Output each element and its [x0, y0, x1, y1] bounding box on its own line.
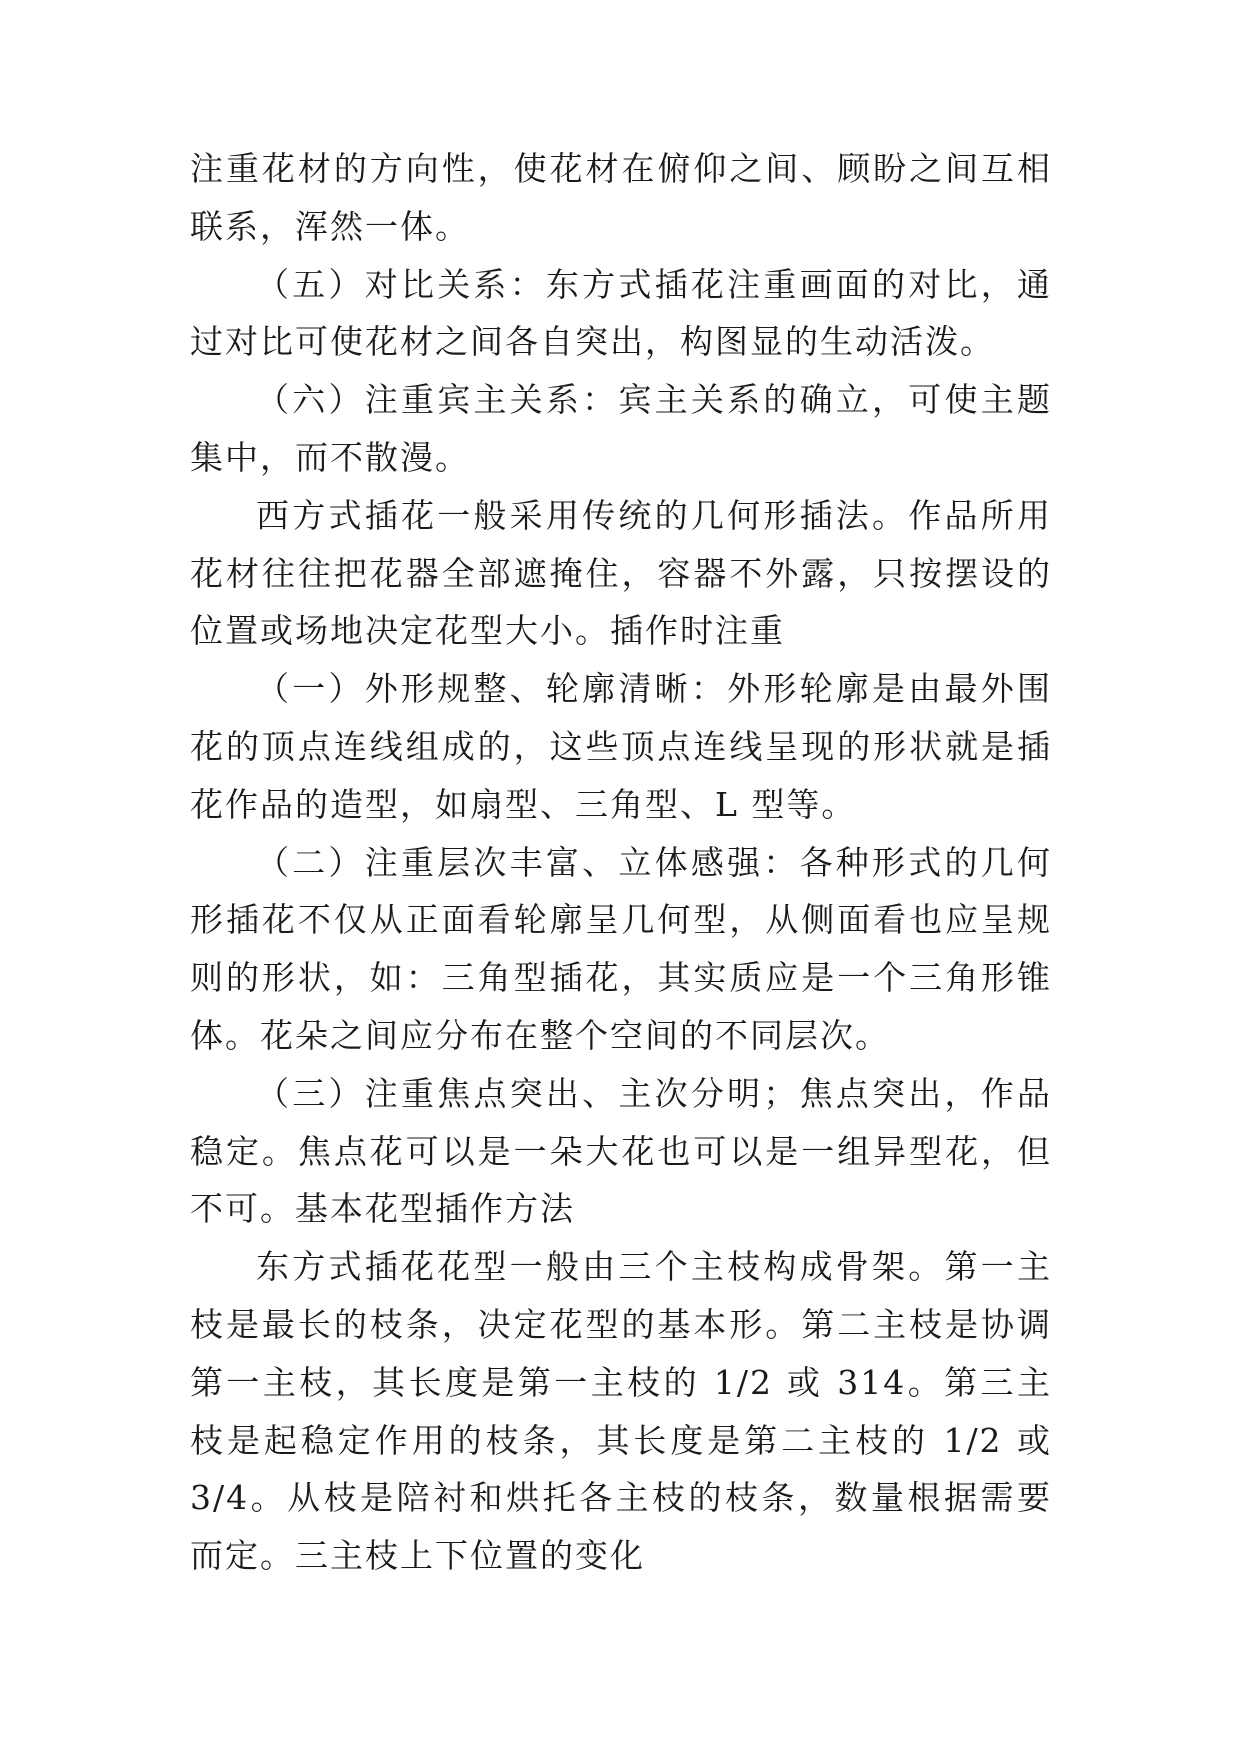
paragraph-7: （三）注重焦点突出、主次分明；焦点突出，作品稳定。焦点花可以是一朵大花也可以是一组异型花，但不可。基本花型插作方法	[190, 1073, 1052, 1229]
paragraph-2: （五）对比关系：东方式插花注重画面的对比，通过对比可使花材之间各自突出，构图显的生动活泼。	[190, 264, 1052, 362]
paragraph-8: 东方式插花花型一般由三个主枝构成骨架。第一主枝是最长的枝条，决定花型的基本形。第二主枝是协调第一主枝，其长度是第一主枝的 1/2 或 314。第三主枝是起稳定作用的枝条，其长度是第二主枝的 1/2 或 3/4。从枝是陪衬和烘托各主枝的枝条，数量根据需要而定。三主枝上下位置的变化	[190, 1247, 1052, 1576]
paragraph-3: （六）注重宾主关系：宾主关系的确立，可使主题集中，而不散漫。	[190, 380, 1052, 477]
paragraph-5: （一）外形规整、轮廓清晰：外形轮廓是由最外围花的顶点连线组成的，这些顶点连线呈现的形状就是插花作品的造型，如扇型、三角型、L 型等。	[190, 669, 1052, 824]
document-body	[190, 140, 1052, 1585]
paragraph-4: 西方式插花一般采用传统的几何形插法。作品所用花材往往把花器全部遮掩住，容器不外露，只按摆设的位置或场地决定花型大小。插作时注重	[190, 495, 1052, 651]
paragraph-6: （二）注重层次丰富、立体感强：各种形式的几何形插花不仅从正面看轮廓呈几何型，从侧面看也应呈规则的形状，如：三角型插花，其实质应是一个三角形锥体。花朵之间应分布在整个空间的不同层次。	[190, 842, 1052, 1055]
paragraph-1: 注重花材的方向性，使花材在俯仰之间、顾盼之间互相联系，浑然一体。	[190, 149, 1052, 246]
